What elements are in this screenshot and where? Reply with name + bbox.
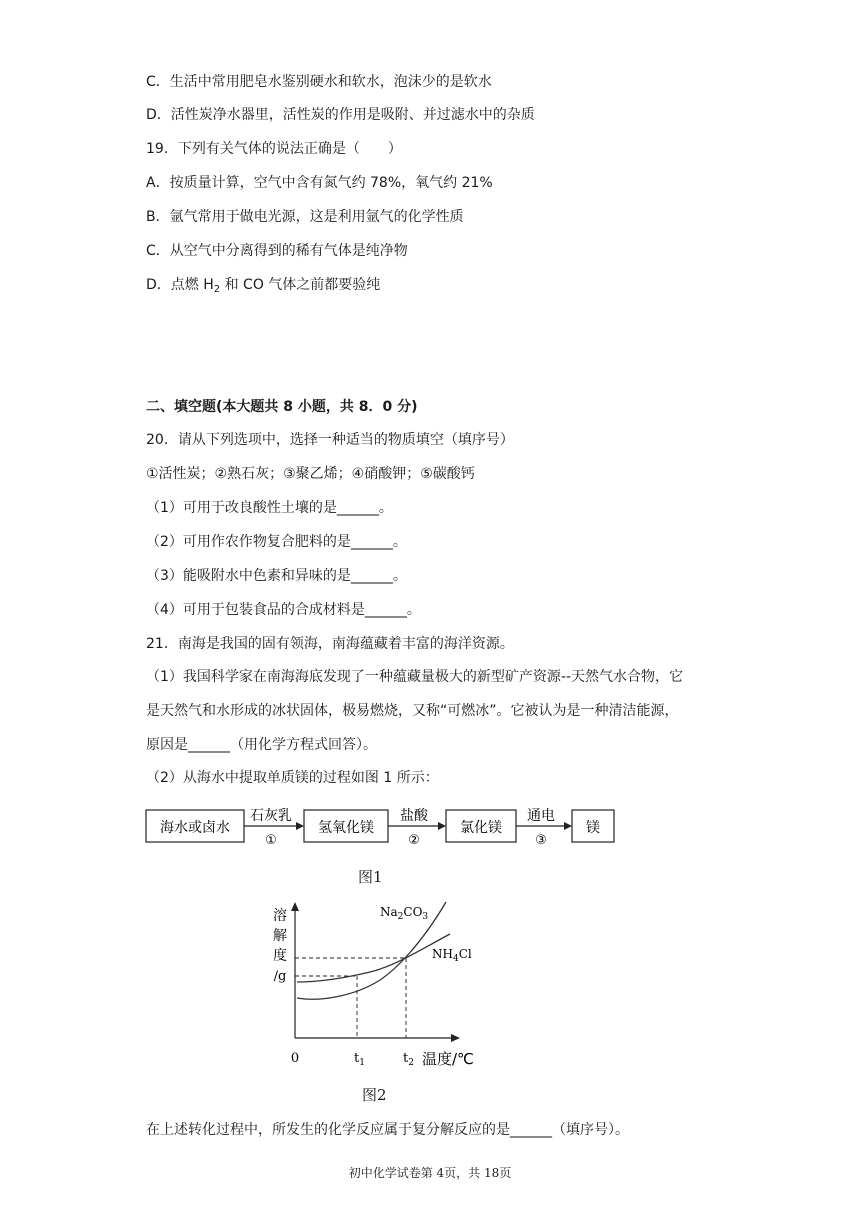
y-label-3: 度 bbox=[273, 948, 287, 964]
x-tick-t1: $t_1$ bbox=[354, 1051, 365, 1068]
option-18c: C．生活中常用肥皂水鉴别硬水和软水，泡沫少的是软水 bbox=[146, 74, 492, 90]
figure-1-caption: 图1 bbox=[358, 868, 383, 886]
option-19d bbox=[146, 275, 380, 300]
x-axis-label: 温度/℃ bbox=[422, 1050, 474, 1068]
option-19a: A．按质量计算，空气中含有氮气约 78%，氧气约 21% bbox=[146, 175, 493, 191]
option-19c: C．从空气中分离得到的稀有气体是纯净物 bbox=[146, 243, 408, 259]
question-21-part1-line2: 是天然气和水形成的冰状固体，极易燃烧，又称“可燃冰”。它被认为是一种清洁能源， bbox=[146, 703, 679, 719]
question-20: 20．请从下列选项中，选择一种适当的物质填空（填序号） bbox=[146, 432, 514, 448]
flow-reagent-3: 通电 bbox=[527, 808, 555, 824]
question-20-part1: （1）可用于改良酸性土壤的是______。 bbox=[146, 500, 393, 516]
figure-2-caption: 图2 bbox=[362, 1086, 387, 1104]
curve-label-na2co3: $Na_2CO_3$ bbox=[380, 905, 429, 922]
question-21: 21．南海是我国的固有领海，南海蕴藏着丰富的海洋资源。 bbox=[146, 636, 514, 652]
question-21-followup: 在上述转化过程中，所发生的化学反应属于复分解反应的是______（填序号）。 bbox=[146, 1122, 629, 1138]
y-label-2: 解 bbox=[273, 928, 287, 944]
question-20-part4: （4）可用于包装食品的合成材料是______。 bbox=[146, 602, 421, 618]
flow-box-seawater-label: 海水或卤水 bbox=[160, 820, 230, 836]
question-21-part2: （2）从海水中提取单质镁的过程如图 1 所示： bbox=[146, 770, 439, 786]
option-19d-sub: 2 bbox=[213, 284, 221, 295]
flow-box-chloride-label: 氯化镁 bbox=[460, 820, 502, 836]
question-20-part2: （2）可用作农作物复合肥料的是______。 bbox=[146, 534, 407, 550]
flow-box-magnesium-label: 镁 bbox=[586, 820, 600, 836]
question-20-part3: （3）能吸附水中色素和异味的是______。 bbox=[146, 568, 407, 584]
option-19d-pre: D．点燃 H bbox=[146, 277, 214, 293]
figure-1-flow bbox=[140, 800, 620, 848]
x-tick-t2: $t_2$ bbox=[403, 1051, 414, 1068]
x-axis-arrowhead bbox=[451, 1034, 460, 1042]
flow-arrowhead-3 bbox=[564, 822, 572, 830]
curve-label-nh4cl: $NH_4Cl$ bbox=[432, 947, 472, 964]
option-19d-post: 和 CO 气体之前都要验纯 bbox=[220, 277, 381, 293]
question-19: 19．下列有关气体的说法正确是（ ） bbox=[146, 141, 402, 157]
option-18d: D．活性炭净水器里，活性炭的作用是吸附、并过滤水中的杂质 bbox=[146, 107, 535, 123]
flow-step-2: ② bbox=[408, 833, 420, 848]
question-21-part1-line1: （1）我国科学家在南海海底发现了一种蕴藏量极大的新型矿产资源--天然气水合物，它 bbox=[146, 669, 684, 685]
flow-box-hydroxide-label: 氢氧化镁 bbox=[318, 820, 374, 836]
figure-2-solubility-graph bbox=[260, 896, 490, 1072]
flow-arrowhead-1 bbox=[296, 822, 304, 830]
x-origin-label: 0 bbox=[290, 1051, 300, 1066]
flow-step-1: ① bbox=[265, 833, 277, 848]
flow-reagent-1: 石灰乳 bbox=[250, 808, 292, 824]
flow-arrowhead-2 bbox=[438, 822, 446, 830]
question-21-part1-line3: 原因是______（用化学方程式回答）。 bbox=[146, 737, 377, 753]
y-label-4: /g bbox=[273, 969, 287, 984]
section-heading: 二、填空题(本大题共 8 小题，共 8．0 分) bbox=[146, 399, 418, 415]
question-20-options: ①活性炭；②熟石灰；③聚乙烯；④硝酸钾；⑤碳酸钙 bbox=[146, 466, 475, 482]
y-axis-arrowhead bbox=[291, 902, 299, 911]
flow-reagent-2: 盐酸 bbox=[400, 808, 428, 824]
y-label-1: 溶 bbox=[273, 908, 287, 924]
page-footer: 初中化学试卷第 4页，共 18页 bbox=[348, 1166, 512, 1180]
option-19b: B．氩气常用于做电光源，这是利用氩气的化学性质 bbox=[146, 209, 464, 225]
flow-step-3: ③ bbox=[535, 833, 547, 848]
